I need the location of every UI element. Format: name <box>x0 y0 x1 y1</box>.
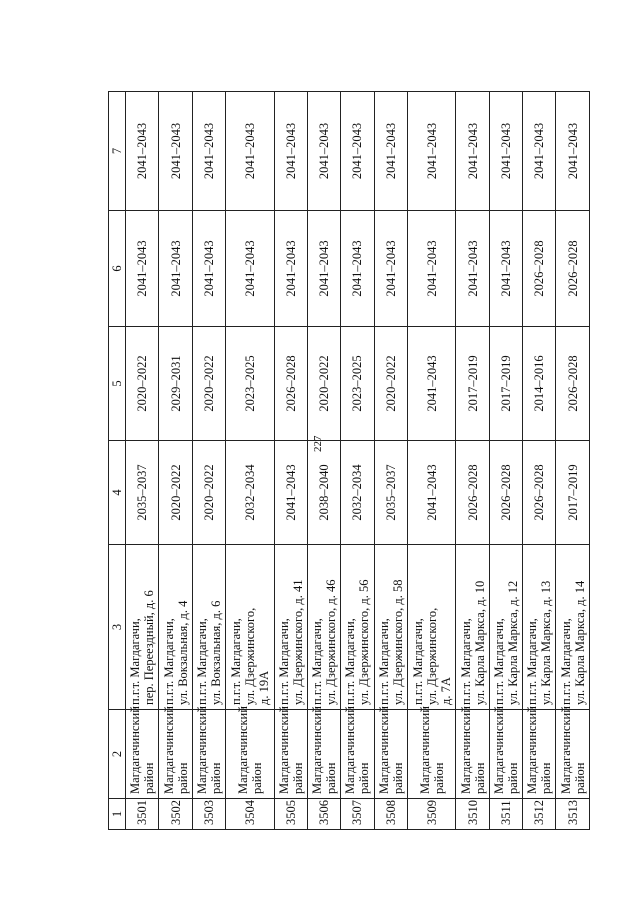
cell-address <box>523 545 556 710</box>
table-row <box>556 92 590 830</box>
address-line: ул. Дзержинского, <box>242 607 257 705</box>
cell-period-col5: 2020–2022 <box>126 327 159 441</box>
cell-district: Магдагачинский район <box>126 710 159 799</box>
cell-number: 3505 <box>274 799 307 830</box>
data-table <box>108 91 590 830</box>
cell-period-col4: 2035–2037 <box>374 441 407 545</box>
address-line: ул. Дзержинского, д. 41 <box>290 579 305 705</box>
cell-period-col6: 2026–2028 <box>556 211 590 327</box>
cell-period-col6: 2041–2043 <box>274 211 307 327</box>
column-header: 5 <box>109 327 126 441</box>
cell-district: Магдагачинский район <box>556 710 590 799</box>
address-line: п.г.т. Магдагачи, <box>458 618 473 705</box>
cell-period-col6: 2041–2043 <box>456 211 489 327</box>
address-line: ул. Карла Маркса, д. 10 <box>472 580 487 705</box>
column-header: 6 <box>109 211 126 327</box>
address-line: п.г.т. Магдагачи, <box>128 618 143 705</box>
cell-period-col5: 2017–2019 <box>489 327 522 441</box>
column-header: 1 <box>109 799 126 830</box>
address-line: пер. Переездный, д. 6 <box>142 590 157 705</box>
address-line: п.г.т. Магдагачи, <box>276 618 291 705</box>
table-row <box>307 92 340 830</box>
address-line: ул. Карла Маркса, д. 14 <box>572 580 587 705</box>
cell-period-col5: 2026–2028 <box>556 327 590 441</box>
cell-period-col5: 2014–2016 <box>523 327 556 441</box>
cell-number: 3510 <box>456 799 489 830</box>
table-row <box>456 92 489 830</box>
cell-district: Магдагачинский район <box>192 710 225 799</box>
cell-period-col7: 2041–2043 <box>556 92 590 211</box>
cell-period-col7: 2041–2043 <box>226 92 274 211</box>
cell-period-col5: 2023–2025 <box>341 327 374 441</box>
cell-period-col4: 2038–2040 <box>307 441 340 545</box>
cell-period-col5: 2029–2031 <box>159 327 192 441</box>
cell-period-col6: 2041–2043 <box>192 211 225 327</box>
cell-district: Магдагачинский район <box>374 710 407 799</box>
table-row <box>192 92 225 830</box>
cell-period-col7: 2041–2043 <box>274 92 307 211</box>
cell-address <box>556 545 590 710</box>
table-row <box>274 92 307 830</box>
cell-period-col6: 2041–2043 <box>159 211 192 327</box>
address-line: п.г.т. Магдагачи, <box>491 618 506 705</box>
address-line: д. 7А <box>438 677 453 705</box>
cell-district: Магдагачинский район <box>523 710 556 799</box>
cell-period-col6: 2041–2043 <box>407 211 455 327</box>
cell-period-col7: 2041–2043 <box>159 92 192 211</box>
address-line: п.г.т. Магдагачи, <box>194 618 209 705</box>
cell-period-col5: 2020–2022 <box>374 327 407 441</box>
page-number: 227 <box>312 435 324 452</box>
cell-period-col4: 2026–2028 <box>456 441 489 545</box>
cell-number: 3501 <box>126 799 159 830</box>
cell-period-col4: 2017–2019 <box>556 441 590 545</box>
address-line: п.г.т. Магдагачи, <box>410 618 425 705</box>
address-line: ул. Дзержинского, <box>424 607 439 705</box>
address-line: ул. Вокзальная, д. 4 <box>175 600 190 705</box>
column-header: 2 <box>109 710 126 799</box>
cell-period-col4: 2032–2034 <box>226 441 274 545</box>
cell-period-col6: 2041–2043 <box>307 211 340 327</box>
table-body <box>126 92 590 830</box>
table-row <box>489 92 522 830</box>
cell-address <box>192 545 225 710</box>
address-line: п.г.т. Магдагачи, <box>558 618 573 705</box>
cell-period-col6: 2041–2043 <box>374 211 407 327</box>
table-frame <box>108 92 590 830</box>
cell-number: 3507 <box>341 799 374 830</box>
cell-period-col7: 2041–2043 <box>407 92 455 211</box>
cell-period-col7: 2041–2043 <box>126 92 159 211</box>
cell-period-col7: 2041–2043 <box>341 92 374 211</box>
cell-number: 3512 <box>523 799 556 830</box>
cell-district: Магдагачинский район <box>307 710 340 799</box>
cell-number: 3511 <box>489 799 522 830</box>
cell-period-col6: 2026–2028 <box>523 211 556 327</box>
cell-address <box>407 545 455 710</box>
table-row <box>374 92 407 830</box>
cell-district: Магдагачинский район <box>226 710 274 799</box>
column-header: 4 <box>109 441 126 545</box>
cell-period-col4: 2035–2037 <box>126 441 159 545</box>
table-row <box>407 92 455 830</box>
cell-address <box>307 545 340 710</box>
cell-address <box>226 545 274 710</box>
cell-district: Магдагачинский район <box>489 710 522 799</box>
cell-number: 3504 <box>226 799 274 830</box>
table-row <box>126 92 159 830</box>
address-line: п.г.т. Магдагачи, <box>228 618 243 705</box>
address-line: п.г.т. Магдагачи, <box>343 618 358 705</box>
column-header: 7 <box>109 92 126 211</box>
address-line: п.г.т. Магдагачи, <box>161 618 176 705</box>
cell-district: Магдагачинский район <box>456 710 489 799</box>
address-line: п.г.т. Магдагачи, <box>525 618 540 705</box>
cell-period-col4: 2026–2028 <box>523 441 556 545</box>
address-line: п.г.т. Магдагачи, <box>376 618 391 705</box>
address-line: п.г.т. Магдагачи, <box>310 618 325 705</box>
cell-period-col6: 2041–2043 <box>489 211 522 327</box>
cell-period-col4: 2041–2043 <box>407 441 455 545</box>
cell-number: 3502 <box>159 799 192 830</box>
cell-period-col5: 2026–2028 <box>274 327 307 441</box>
column-header: 3 <box>109 545 126 710</box>
cell-address <box>374 545 407 710</box>
cell-number: 3509 <box>407 799 455 830</box>
table-row <box>341 92 374 830</box>
address-line: ул. Вокзальная, д. 6 <box>208 600 223 705</box>
cell-period-col4: 2020–2022 <box>192 441 225 545</box>
cell-period-col7: 2041–2043 <box>456 92 489 211</box>
cell-period-col4: 2032–2034 <box>341 441 374 545</box>
cell-period-col5: 2020–2022 <box>307 327 340 441</box>
cell-period-col7: 2041–2043 <box>374 92 407 211</box>
cell-period-col6: 2041–2043 <box>226 211 274 327</box>
cell-address <box>274 545 307 710</box>
cell-period-col5: 2041–2043 <box>407 327 455 441</box>
cell-period-col5: 2020–2022 <box>192 327 225 441</box>
address-line: ул. Карла Маркса, д. 13 <box>539 580 554 705</box>
cell-address <box>341 545 374 710</box>
cell-number: 3513 <box>556 799 590 830</box>
cell-address <box>489 545 522 710</box>
cell-period-col6: 2041–2043 <box>341 211 374 327</box>
cell-address <box>159 545 192 710</box>
cell-number: 3508 <box>374 799 407 830</box>
cell-number: 3503 <box>192 799 225 830</box>
address-line: ул. Дзержинского, д. 58 <box>390 579 405 705</box>
table-row <box>226 92 274 830</box>
cell-period-col6: 2041–2043 <box>126 211 159 327</box>
address-line: ул. Дзержинского, д. 46 <box>324 579 339 705</box>
cell-period-col5: 2017–2019 <box>456 327 489 441</box>
cell-district: Магдагачинский район <box>274 710 307 799</box>
cell-period-col7: 2041–2043 <box>489 92 522 211</box>
address-line: д. 19А <box>256 670 271 705</box>
address-line: ул. Карла Маркса, д. 12 <box>505 580 520 705</box>
cell-district: Магдагачинский район <box>159 710 192 799</box>
address-line: ул. Дзержинского, д. 56 <box>357 579 372 705</box>
cell-number: 3506 <box>307 799 340 830</box>
header-row <box>109 92 126 830</box>
cell-period-col5: 2023–2025 <box>226 327 274 441</box>
cell-address <box>126 545 159 710</box>
cell-period-col4: 2041–2043 <box>274 441 307 545</box>
cell-district: Магдагачинский район <box>407 710 455 799</box>
cell-period-col7: 2041–2043 <box>192 92 225 211</box>
table-row <box>159 92 192 830</box>
table-row <box>523 92 556 830</box>
cell-district: Магдагачинский район <box>341 710 374 799</box>
cell-period-col7: 2041–2043 <box>523 92 556 211</box>
cell-period-col7: 2041–2043 <box>307 92 340 211</box>
cell-period-col4: 2026–2028 <box>489 441 522 545</box>
cell-address <box>456 545 489 710</box>
cell-period-col4: 2020–2022 <box>159 441 192 545</box>
